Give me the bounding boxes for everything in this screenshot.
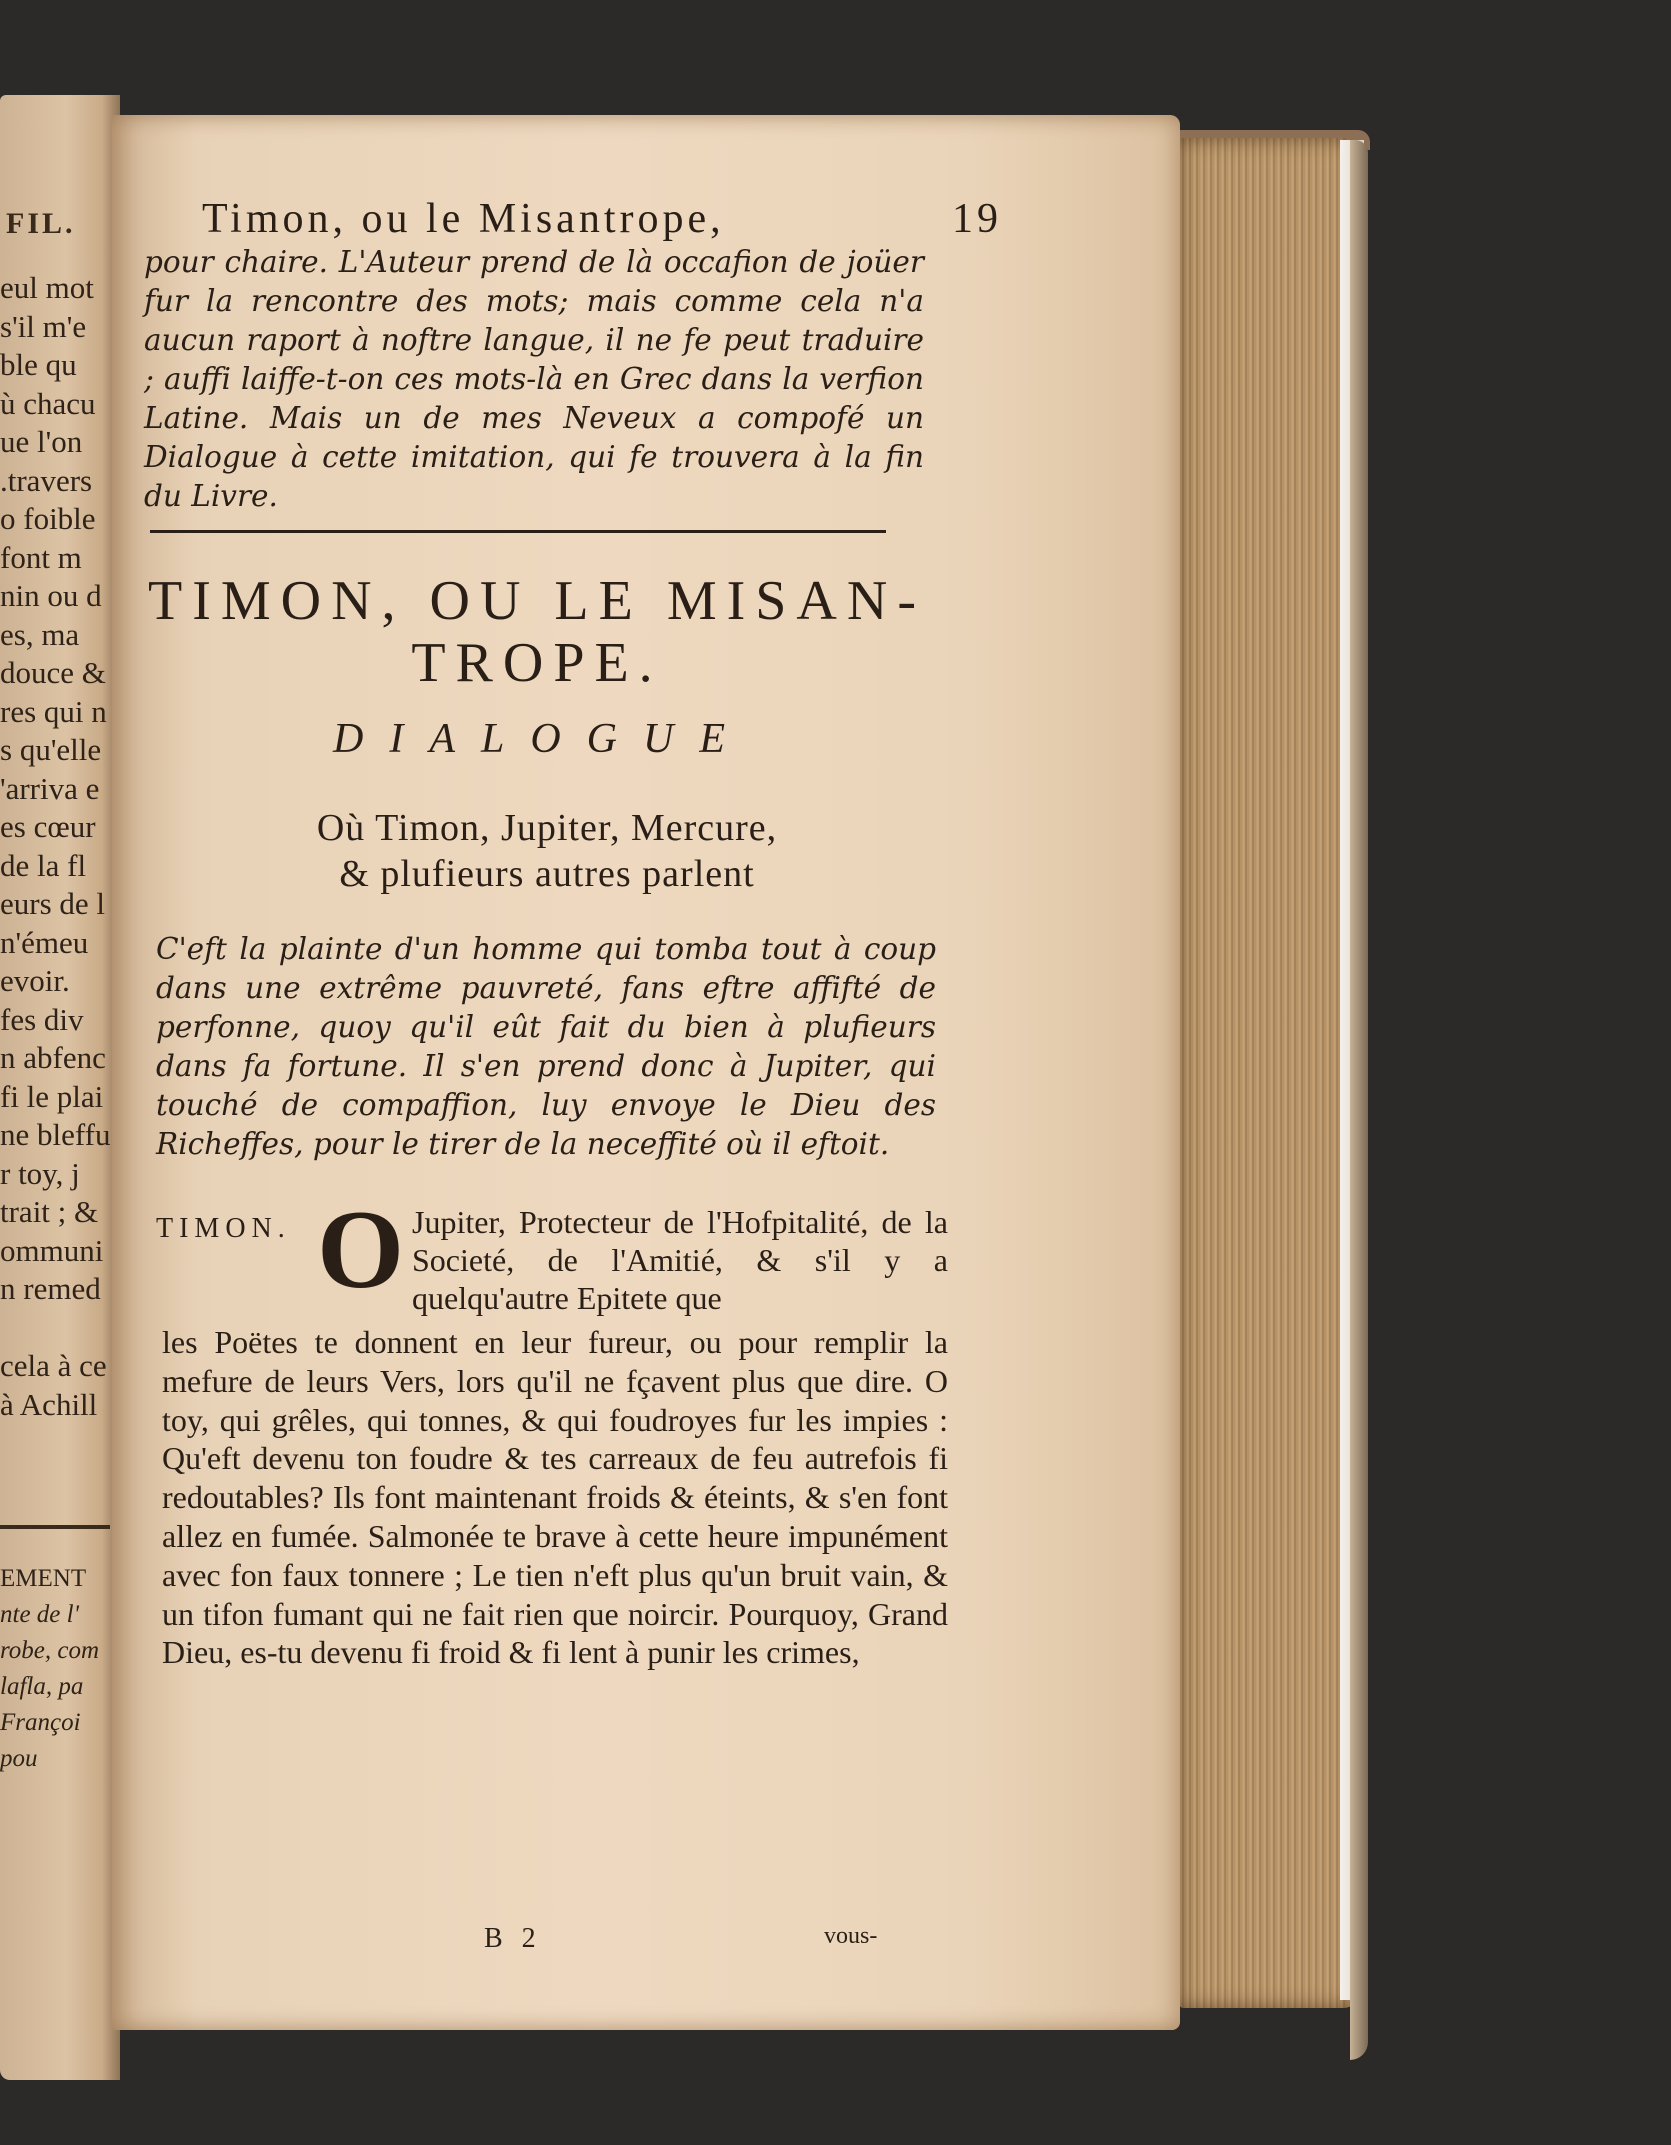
drop-capital: O [317, 1188, 405, 1312]
previous-page-header: FIL. [6, 207, 76, 240]
speakers-line-1: Où Timon, Jupiter, Mercure, [316, 807, 778, 849]
previous-page-line: r toy, j [0, 1155, 80, 1191]
book-fore-edge [1178, 138, 1358, 2008]
previous-page-line: es, ma [0, 616, 80, 652]
running-head-title: Timon, ou le Misantrope, [202, 196, 725, 242]
previous-page-line: n'émeu [0, 924, 89, 960]
previous-page-lower-line: EMENT [0, 1565, 87, 1592]
previous-page-line: cela à ce [0, 1348, 107, 1383]
previous-page-line: à Achill [0, 1386, 98, 1422]
previous-page-line: .travers [0, 462, 93, 498]
speakers-list [152, 805, 942, 897]
previous-page-line: fi le plai [0, 1078, 104, 1114]
dialogue-title [142, 570, 932, 694]
running-head [202, 195, 1002, 243]
signature-mark: B 2 [484, 1923, 542, 1954]
previous-page-line: ne bleffu [0, 1117, 111, 1152]
previous-page-line: de la fl [0, 847, 87, 883]
translator-note: pour chaire. L'Auteur prend de là occafion de joüer fur la rencontre des mots; mais comme cela n'a aucun raport à noftre langue, il ne fe peut traduire ; auffi laiffe-t-on ces mots-là en Grec dans la verfion Latine. Mais un de mes Neveux a compofé un Dialogue à cette imitation, qui fe trouvera à la fin du Livre. [144, 245, 924, 513]
previous-page-line: nin ou d [0, 578, 102, 613]
previous-page-rule [0, 1525, 110, 1529]
previous-page-line: font m [0, 539, 82, 575]
previous-page-lower-line: lafla, pa [0, 1673, 84, 1700]
previous-page-line: res qui n [0, 693, 107, 729]
speaker-label: TIMON. [156, 1213, 291, 1244]
previous-page-lower-line: robe, com [0, 1637, 100, 1664]
previous-page-line: ue l'on [0, 424, 83, 459]
page-number: 19 [952, 196, 1002, 242]
previous-page-line: es cœur [0, 809, 96, 844]
dialogue-title-line-1: TIMON, OU LE MISAN- [148, 570, 926, 632]
previous-page-line: douce & [0, 655, 106, 690]
previous-page-line: n remed [0, 1271, 101, 1306]
previous-page-lower-line: nte de l' [0, 1601, 79, 1628]
previous-page-line: 'arriva e [0, 770, 100, 806]
previous-page-lower-line: Françoi [0, 1709, 81, 1736]
body-text: les Poëtes te donnent en leur fureur, ou pour remplir la mefure de leurs Vers, lors qu'il ne fçavent plus que dire. O toy, qui grêles, qui tonnes, & qui foudroyes fur les impies : Qu'eft devenu ton foudre & tes carreaux de feu autrefois fi redoutables? Ils font maintenant froids & éteints, & s'en font allez en fumée. Salmonée te brave à cette heure impunément avec fon faux tonnere ; Le tien n'eft plus qu'un bruit vain, & un tifon fumant qui ne fait rien que noircir. Pourquoy, Grand Dieu, es-tu devenu fi froid & fi lent à punir les crimes, [162, 1324, 948, 1671]
previous-page-line: o foible [0, 501, 96, 536]
previous-page-line: trait ; & [0, 1194, 99, 1229]
book-cover [1350, 140, 1368, 2060]
previous-page-line: s'il m'e [0, 308, 87, 344]
previous-page-line: eul mot [0, 270, 94, 305]
book-page [112, 115, 1180, 2030]
previous-page-fragment [0, 95, 120, 2080]
dialogue-heading: DIALOGUE [333, 716, 751, 762]
previous-page-line: ble qu [0, 347, 77, 382]
previous-page-line: fes div [0, 1001, 84, 1037]
section-rule [150, 530, 886, 533]
dialogue-title-line-2: TROPE. [411, 632, 663, 694]
previous-page-lower-line: pou [0, 1745, 38, 1772]
previous-page-line: ù chacu [0, 385, 96, 421]
previous-page-line: s qu'elle [0, 732, 102, 767]
body-opening-lines: Jupiter, Protecteur de l'Hofpitalité, de la Societé, de l'Amitié, & s'il y a quelqu'autre Epitete que [412, 1204, 948, 1316]
catchword: vous- [824, 1923, 878, 1949]
previous-page-line: n abfenc [0, 1040, 106, 1075]
previous-page-line: ommuni [0, 1232, 104, 1268]
speakers-line-2: & plufieurs autres parlent [339, 853, 755, 895]
previous-page-line: evoir. [0, 963, 70, 998]
previous-page-line: eurs de l [0, 886, 106, 921]
argument-summary: C'eft la plainte d'un homme qui tomba tout à coup dans une extrême pauvreté, fans eftre affifté de perfonne, quoy qu'il eût fait du bien à plufieurs dans fa fortune. Il s'en prend donc à Jupiter, qui touché de compaffion, luy envoye le Dieu des Richeffes, pour le tirer de la neceffité où il eftoit. [156, 932, 936, 1161]
